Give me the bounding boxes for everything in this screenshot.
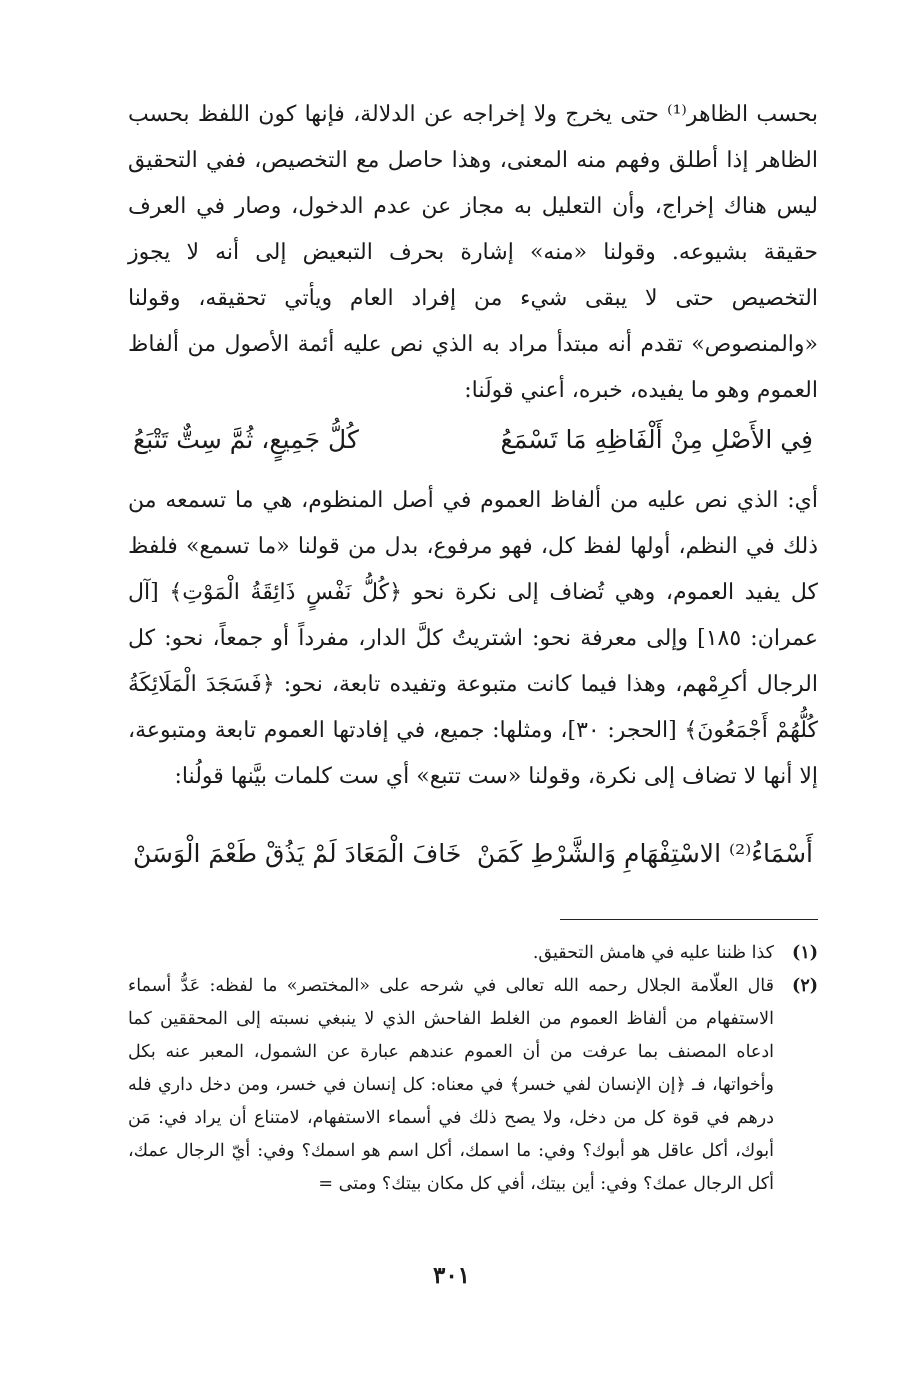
verse-1-second-hemistich: كُلُّ جَمِيعٍ، ثُمَّ سِتٌّ تَتْبَعُ: [133, 425, 359, 454]
page-number: ٣٠١: [432, 1262, 471, 1289]
footnote-text: كذا ظننا عليه في هامش التحقيق.: [532, 943, 774, 963]
footnote-separator: [560, 919, 818, 920]
footnote-1: [128, 937, 818, 970]
verse-1: [128, 420, 818, 460]
footnote-text: قال العلّامة الجلال رحمه الله تعالى في شرحه على «المختصر» ما لفظه: عَدُّ أسماء الاستفهام من ألفاظ العموم من الغلط الفاحش الذي لا ينبغي نسبته إلى المحققين كما ادعاه المصنف بما عرفت من أن العموم عندهم عبارة عن الشمول، المعبر عنه بكل وأخواتها، فـ ﴿إن الإنسان لفي خسر﴾ في معناه: كل إنسان في خسر، ومن دخل داري فله درهم في قوة كل من دخل، ولا يصح ذلك في أسماء الاستفهام، لامتناع أن يراد في: مَن أبوك، أكل عاقل هو أبوك؟ وفي: ما اسمك، أكل اسم هو اسمك؟ وفي: أيّ الرجال عمك، أكل الرجال عمك؟ وفي: أين بيتك، أفي كل مكان بيتك؟ ومتى =: [128, 976, 774, 1194]
commentary-text: [128, 478, 818, 800]
verse-2-first-hemistich: أَسْمَاءُ⁽²⁾ الاسْتِفْهَامِ وَالشَّرْطِ كَمَنْ: [476, 839, 813, 868]
verse-1-first-hemistich: فِي الأَصْلِ مِنْ أَلْفَاظِهِ مَا تَسْمَعُ: [500, 425, 813, 454]
footnote-2: [128, 970, 818, 1201]
footnotes: [128, 937, 818, 1201]
footnote-number: (٢): [792, 976, 818, 996]
verse-2: [128, 834, 818, 874]
paragraph-1: بحسب الظاهر⁽¹⁾ حتى يخرج ولا إخراجه عن الدلالة، فإنها كون اللفظ بحسب الظاهر إذا أطلق وفهم منه المعنى، وهذا حاصل مع التخصيص، ففي التحقيق ليس هناك إخراج، وأن التعليل به مجاز عن عدم الدخول، وصار في العرف حقيقة بشيوعه. وقولنا «منه» إشارة بحرف التبعيض إلى أنه لا يجوز التخصيص حتى لا يبقى شيء من إفراد العام ويأتي تحقيقه، وقولنا «والمنصوص» تقدم أنه مبتدأ مراد به الذي نص عليه أئمة الأصول من ألفاظ العموم وهو ما يفيده، خبره، أعني قولَنا:: [128, 102, 818, 403]
verse-2-second-hemistich: خَافَ الْمَعَادَ لَمْ يَذُقْ طَعْمَ الْوَسَنْ: [133, 839, 462, 868]
main-text: [128, 92, 818, 414]
footnote-number: (١): [792, 943, 818, 963]
paragraph-2: أي: الذي نص عليه من ألفاظ العموم في أصل المنظوم، هي ما تسمعه من ذلك في النظم، أولها لفظ كل، فهو مرفوع، بدل من قولنا «ما تسمع» فلفظ كل يفيد العموم، وهي تُضاف إلى نكرة نحو ﴿كُلُّ نَفْسٍ ذَائِقَةُ الْمَوْتِ﴾ [آل عمران: ١٨٥] وإلى معرفة نحو: اشتريتُ كلَّ الدار، مفرداً أو جمعاً، نحو: كل الرجال أكرِمْهم، وهذا فيما كانت متبوعة وتفيده تابعة، نحو: ﴿فَسَجَدَ الْمَلَائِكَةُ كُلُّهُمْ أَجْمَعُونَ﴾ [الحجر: ٣٠]، ومثلها: جميع، في إفادتها العموم تابعة ومتبوعة، إلا أنها لا تضاف إلى نكرة، وقولنا «ست تتبع» أي ست كلمات بيَّنها قولُنا:: [128, 488, 819, 789]
